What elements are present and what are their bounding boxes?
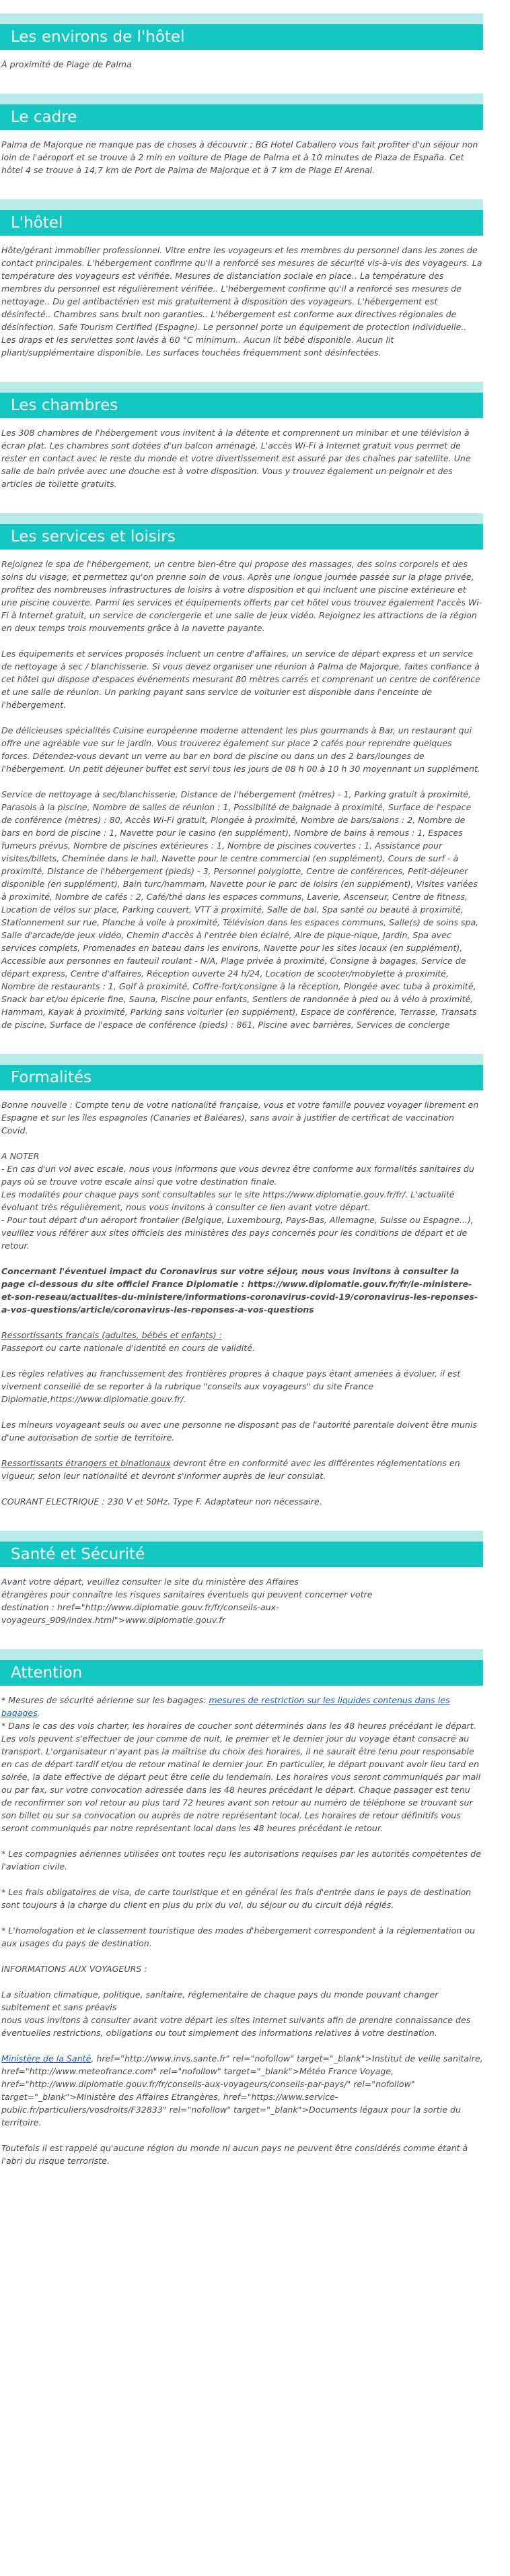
sante-line: destination : href="http://www.diplomatie.gouv.fr/fr/conseils-aux-voyageurs_909/index.html">www.diplomatie.gouv.fr — [1, 1602, 279, 1625]
section-title: Formalités — [0, 1065, 483, 1090]
ressortissants-text: Passeport ou carte nationale d'identité en cours de validité. — [1, 1343, 255, 1353]
formalites-paragraph: Bonne nouvelle : Compte tenu de votre nationalité française, vous et votre famille pouvez voyager librement en Espagne et sur les îles espagnoles (Canaries et Baléares), sans avoir à justifier de certificat de vaccination Covid. — [1, 1100, 479, 1135]
attention-paragraph: nous vous invitons à consulter avant votre départ les sites Internet suivants afin de prendre connaissance des éventuelles restrictions, obligations ou tout simplement des informations relatives à votre destination. — [1, 2015, 471, 2038]
section-band — [0, 382, 483, 393]
note-line: Les modalités pour chaque pays sont consultables sur le site https://www.diplomatie.gouv.fr/fr/. L'actualité évoluant très régulièrement, nous vous invitons à consulter ce lien avant votre départ. — [1, 1189, 455, 1212]
section-attention — [0, 1649, 483, 2167]
attention-paragraph: La situation climatique, politique, sanitaire, réglementaire de chaque pays du monde pouvant changer subitement et sans préavis — [1, 1989, 439, 2012]
section-environs — [0, 13, 483, 71]
sante-line: étrangères pour connaître les risques sanitaires éventuels qui peuvent concerner votre — [1, 1589, 373, 1599]
formalites-note — [1, 1150, 483, 1252]
section-title: Le cadre — [0, 104, 483, 130]
ressortissants-title: Ressortissants français (adultes, bébés et enfants) : — [1, 1330, 222, 1340]
section-chambres — [0, 382, 483, 490]
coronavirus-notice: Concernant l'éventuel impact du Coronavirus sur votre séjour, nous vous invitons à consulter la page ci-dessous du site officiel France Diplomatie : https://www.diplomatie.gouv.fr/fr/le-ministere-et-son-reseau/actualites-du-ministere/informations-coronavirus-covid-19/coronavirus-les-reponses-a-vos-questions/article/coronavirus-les-reponses-a-vos-questions — [1, 1266, 478, 1315]
binationaux-text: devront être en conformité avec les différentes réglementations en vigueur, selon leur nationalité et devront s'informer auprès de leur consulat. — [1, 1458, 460, 1481]
section-band — [0, 13, 483, 24]
section-hotel — [0, 199, 483, 359]
binationaux-block — [1, 1457, 483, 1482]
section-band — [0, 1054, 483, 1065]
courant-electrique: COURANT ELECTRIQUE : 230 V et 50Hz. Type F. Adaptateur non nécessaire. — [1, 1496, 322, 1507]
liquid-restriction-link[interactable]: mesures de restriction sur les liquides contenus dans les bagages — [1, 1695, 450, 1718]
attention-paragraph: * Dans le cas des vols charter, les horaires de coucher sont déterminés dans les 48 heures précédant le départ. Les vols peuvent s'effectuer de jour comme de nuit, le premier et le dernier jour du voyage étant consacré au transport. L'organisateur n'ayant pas la maîtrise du choix des horaires, il ne saurait être tenu pour responsable en cas de départ tardif et/ou de retour matinal le dernier jour. En particulier, le départ pouvant avoir lieu tard en soirée, la date effective de départ peut être celle du lendemain. Les horaires vous seront communiqués par mail ou par fax, sur votre convocation adressée dans les 48 heures précédant le départ. Chaque passager est tenu de reconfirmer son vol retour au plus tard 72 heures avant son retour au numéro de téléphone se trouvant sur son billet ou sur sa convocation ou auprès de notre représentant local. Les horaires de retour définitifs vous seront communiqués par notre représentant local dans les 48 heures précédant le retour. — [1, 1721, 481, 1833]
section-cadre — [0, 94, 483, 176]
section-text: Hôte/gérant immobilier professionnel. Vitre entre les voyageurs et les membres du personnel dans les zones de contact principales. L'hébergement confirme qu'il a renforcé ses mesures de sécurité vis-à-vis des voyageurs. La température des voyageurs est vérifiée. Mesures de distanciation sociale en place.. La température des membres du personnel est régulièrement vérifiée.. L'hébergement confirme qu'il a renforcé ses mesures de nettoyage.. Du gel antibactérien est mis gratuitement à disposition des voyageurs. L'hébergement est désinfecté.. Chambres sans bruit non garanties.. L'hébergement est conforme aux directives régionales de désinfection. Safe Tourism Certified (Espagne). Le personnel porte un équipement de protection individuelle.. Les draps et les serviettes sont lavés à 60 °C minimum.. Aucun lit bébé disponible. Aucun lit pliant/supplémentaire disponible. Les surfaces touchées fréquemment sont désinfectées. — [1, 245, 482, 358]
section-text: À proximité de Plage de Palma — [1, 59, 132, 69]
attention-paragraph: * L'homologation et le classement touristique des modes d'hébergement correspondent à la réglementation ou aux usages du pays de destination. — [1, 1925, 475, 1948]
section-text: Palma de Majorque ne manque pas de choses à découvrir ; BG Hotel Caballero vous fait profiter d'un séjour non loin de l'aéroport et se trouve à 2 min en voiture de Plage de Palma et à 10 minutes de Plaza de España. Cet hôtel 4 se trouve à 14,7 km de Port de Palma de Majorque et à 7 km de Plage El Arenal. — [1, 139, 478, 175]
services-amenities-list: Service de nettoyage à sec/blanchisserie, Distance de l'hébergement (mètres) - 1, Parking gratuit à proximité, Parasols à la piscine, Nombre de salles de réunion : 1, Possibilité de baignade à proximité, Surface de l'espace de conférence (mètres) : 80, Accès Wi-Fi gratuit, Plongée à proximité, Nombre de bars/salons : 2, Nombre de bars en bord de piscine : 1, Navette pour le casino (en supplément), Nombre de bains à remous : 1, Espaces fumeurs prévus, Nombre de piscines extérieures : 1, Nombre de piscines couvertes : 1, Assistance pour visites/billets, Cheminée dans le hall, Navette pour le centre commercial (en supplément), Cours de surf - à proximité, Distance de l'hébergement (pieds) - 3, Personnel polyglotte, Centre de conférences, Petit-déjeuner disponible (en supplément), Bain turc/hammam, Navette pour le parc de loisirs (en supplément), Visites variées à proximité, Nombre de cafés : 2, Café/thé dans les espaces communs, Laverie, Ascenseur, Centre de fitness, Location de vélos sur place, Parking couvert, VTT à proximité, Salle de bal, Spa santé ou beauté à proximité, Stationnement sur rue, Planche à voile à proximité, Télévision dans les espaces communs, Salle(s) de soins spa, Salle d'arcade/de jeux vidéo, Chemin d'accès à l'entrée bien éclairé, Aire de pique-nique, Jardin, Spa avec services complets, Promenades en bateau dans les environs, Navette pour les sites locaux (en supplément), Accessible aux personnes en fauteuil roulant - N/A, Plage privée à proximité, Consigne à bagages, Service de départ express, Centre d'affaires, Réception ouverte 24 h/24, Location de scooter/mobylette à proximité, Nombre de restaurants : 1, Golf à proximité, Coffre-fort/consigne à la réception, Plongée avec tuba à proximité, Snack bar et/ou épicerie fine, Sauna, Piscine pour enfants, Sentiers de randonnée à pied ou à vélo à proximité, Hammam, Kayak à proximité, Parking sans voiturier (en supplément), Espace de conférence, Terrasse, Transats de piscine, Surface de l'espace de conférence (pieds) : 861, Piscine avec barrières, Services de concierge — [1, 789, 479, 1030]
section-formalites — [0, 1054, 483, 1508]
section-sante — [0, 1531, 483, 1626]
section-band — [0, 94, 483, 104]
formalites-paragraph: Les mineurs voyageant seuls ou avec une personne ne disposant pas de l'autorité parentale doivent être munis d'une autorisation de sortie de territoire. — [1, 1420, 477, 1443]
attention-paragraph: Toutefois il est rappelé qu'aucune région du monde ni aucun pays ne peuvent être considérés comme étant à l'abri du risque terroriste. — [1, 2143, 468, 2166]
attention-paragraph: * Les compagnies aériennes utilisées ont toutes reçu les autorisations requises par les autorités compétentes de l'aviation civile. — [1, 1849, 481, 1872]
sante-text — [1, 1575, 483, 1626]
attention-baggage-paragraph: * Mesures de sécurité aérienne sur les bagages: mesures de restriction sur les liquides contenus dans les bagages. — [1, 1695, 450, 1718]
section-title: Santé et Sécurité — [0, 1542, 483, 1567]
attention-paragraph: * Les frais obligatoires de visa, de carte touristique et en général les frais d'entrée dans le pays de destination sont toujours à la charge du client en plus du prix du vol, du séjour ou du circuit déjà réglés. — [1, 1887, 472, 1910]
ressortissants-block — [1, 1329, 483, 1354]
note-line: A NOTER — [1, 1151, 40, 1161]
section-band — [0, 199, 483, 210]
note-line: - Pour tout départ d'un aéroport frontalier (Belgique, Luxembourg, Pays-Bas, Allemagne, Suisse ou Espagne...), veuillez vous référer aux sites officiels des ministères des pays concernés pour les conditions de départ et de retour. — [1, 1215, 474, 1251]
section-title: Les services et loisirs — [0, 524, 483, 550]
sante-line: Avant votre départ, veuillez consulter le site du ministère des Affaires — [1, 1577, 299, 1587]
ministere-sante-link[interactable]: Ministère de la Santé — [1, 2053, 92, 2063]
section-title: L'hôtel — [0, 210, 483, 236]
section-services — [0, 513, 483, 1031]
note-line: - En cas d'un vol avec escale, nous vous informons que vous devrez être conforme aux formalités sanitaires du pays où se trouve votre escale ainsi que votre destination finale. — [1, 1164, 474, 1187]
section-title: Les chambres — [0, 393, 483, 418]
services-paragraph: Les équipements et services proposés incluent un centre d'affaires, un service de départ express et un service de nettoyage à sec / blanchisserie. Si vous devez organiser une réunion à Palma de Majorque, faites confiance à cet hôtel qui dispose d'espaces événements mesurant 80 mètres carrés et comprenant un centre de conférence et une salle de réunion. Un parking payant sans service de voiturier est disponible dans l'enceinte de l'hébergement. — [1, 649, 480, 710]
section-band — [0, 513, 483, 524]
binationaux-title: Ressortissants étrangers et binationaux — [1, 1458, 171, 1468]
section-title: Attention — [0, 1660, 483, 1686]
attention-links-paragraph: Ministère de la Santé, href="http://www.invs.sante.fr" rel="nofollow" target="_blank">Institut de veille sanitaire, href="http://www.meteofrance.com" rel="nofollow" target="_blank">Météo France Voyage, href="http://www.diplomatie.gouv.fr/fr/conseils-aux-voyageurs/conseils-par-pays/" rel="nofollow" target="_blank">Ministère des Affaires Etrangères, href="https://www.service-public.fr/particuliers/vosdroits/F32833" rel="nofollow" target="_blank">Documents légaux pour la sortie du territoire. — [1, 2053, 483, 2127]
services-paragraph: Rejoignez le spa de l'hébergement, un centre bien-être qui propose des massages, des soins corporels et des soins du visage, et permettez qu'on prenne soin de vous. Après une longue journée passée sur la plage privée, profitez des nombreuses infrastructures de loisirs à votre disposition et qui incluent une piscine extérieure et une piscine couverte. Parmi les services et équipements offerts par cet hôtel vous trouvez également l'accès Wi-Fi à Internet gratuit, un service de conciergerie et une salle de jeux vidéo. Rejoignez les attractions de la région en deux temps trois mouvements grâce à la navette payante. — [1, 559, 482, 633]
services-paragraph: De délicieuses spécialités Cuisine européenne moderne attendent les plus gourmands à Bar, un restaurant qui offre une agréable vue sur le jardin. Vous trouverez également sur place 2 cafés pour reprendre quelques forces. Détendez-vous devant un verre au bar en bord de piscine ou dans un des 2 bars/lounges de l'hébergement. Un petit déjeuner buffet est servi tous les jours de 08 h 00 à 10 h 30 moyennant un supplément. — [1, 725, 480, 774]
formalites-paragraph: Les règles relatives au franchissement des frontières propres à chaque pays étant amenées à évoluer, il est vivement conseillé de se reporter à la rubrique "conseils aux voyageurs" du site France Diplomatie,https://www.diplomatie.gouv.fr/. — [1, 1368, 461, 1404]
section-text: Les 308 chambres de l'hébergement vous invitent à la détente et comprennent un minibar et une télévision à écran plat. Les chambres sont dotées d'un balcon aménagé. L'accès Wi-Fi à Internet gratuit vous permet de rester en contact avec le reste du monde et votre divertissement est assuré par des chaînes par satellite. Une salle de bain privée avec une douche est à votre disposition. Vous y trouvez également un peignoir et des articles de toilette gratuits. — [1, 428, 471, 489]
section-title: Les environs de l'hôtel — [0, 24, 483, 50]
section-band — [0, 1649, 483, 1660]
attention-paragraph: INFORMATIONS AUX VOYAGEURS : — [1, 1964, 147, 1974]
section-band — [0, 1531, 483, 1542]
